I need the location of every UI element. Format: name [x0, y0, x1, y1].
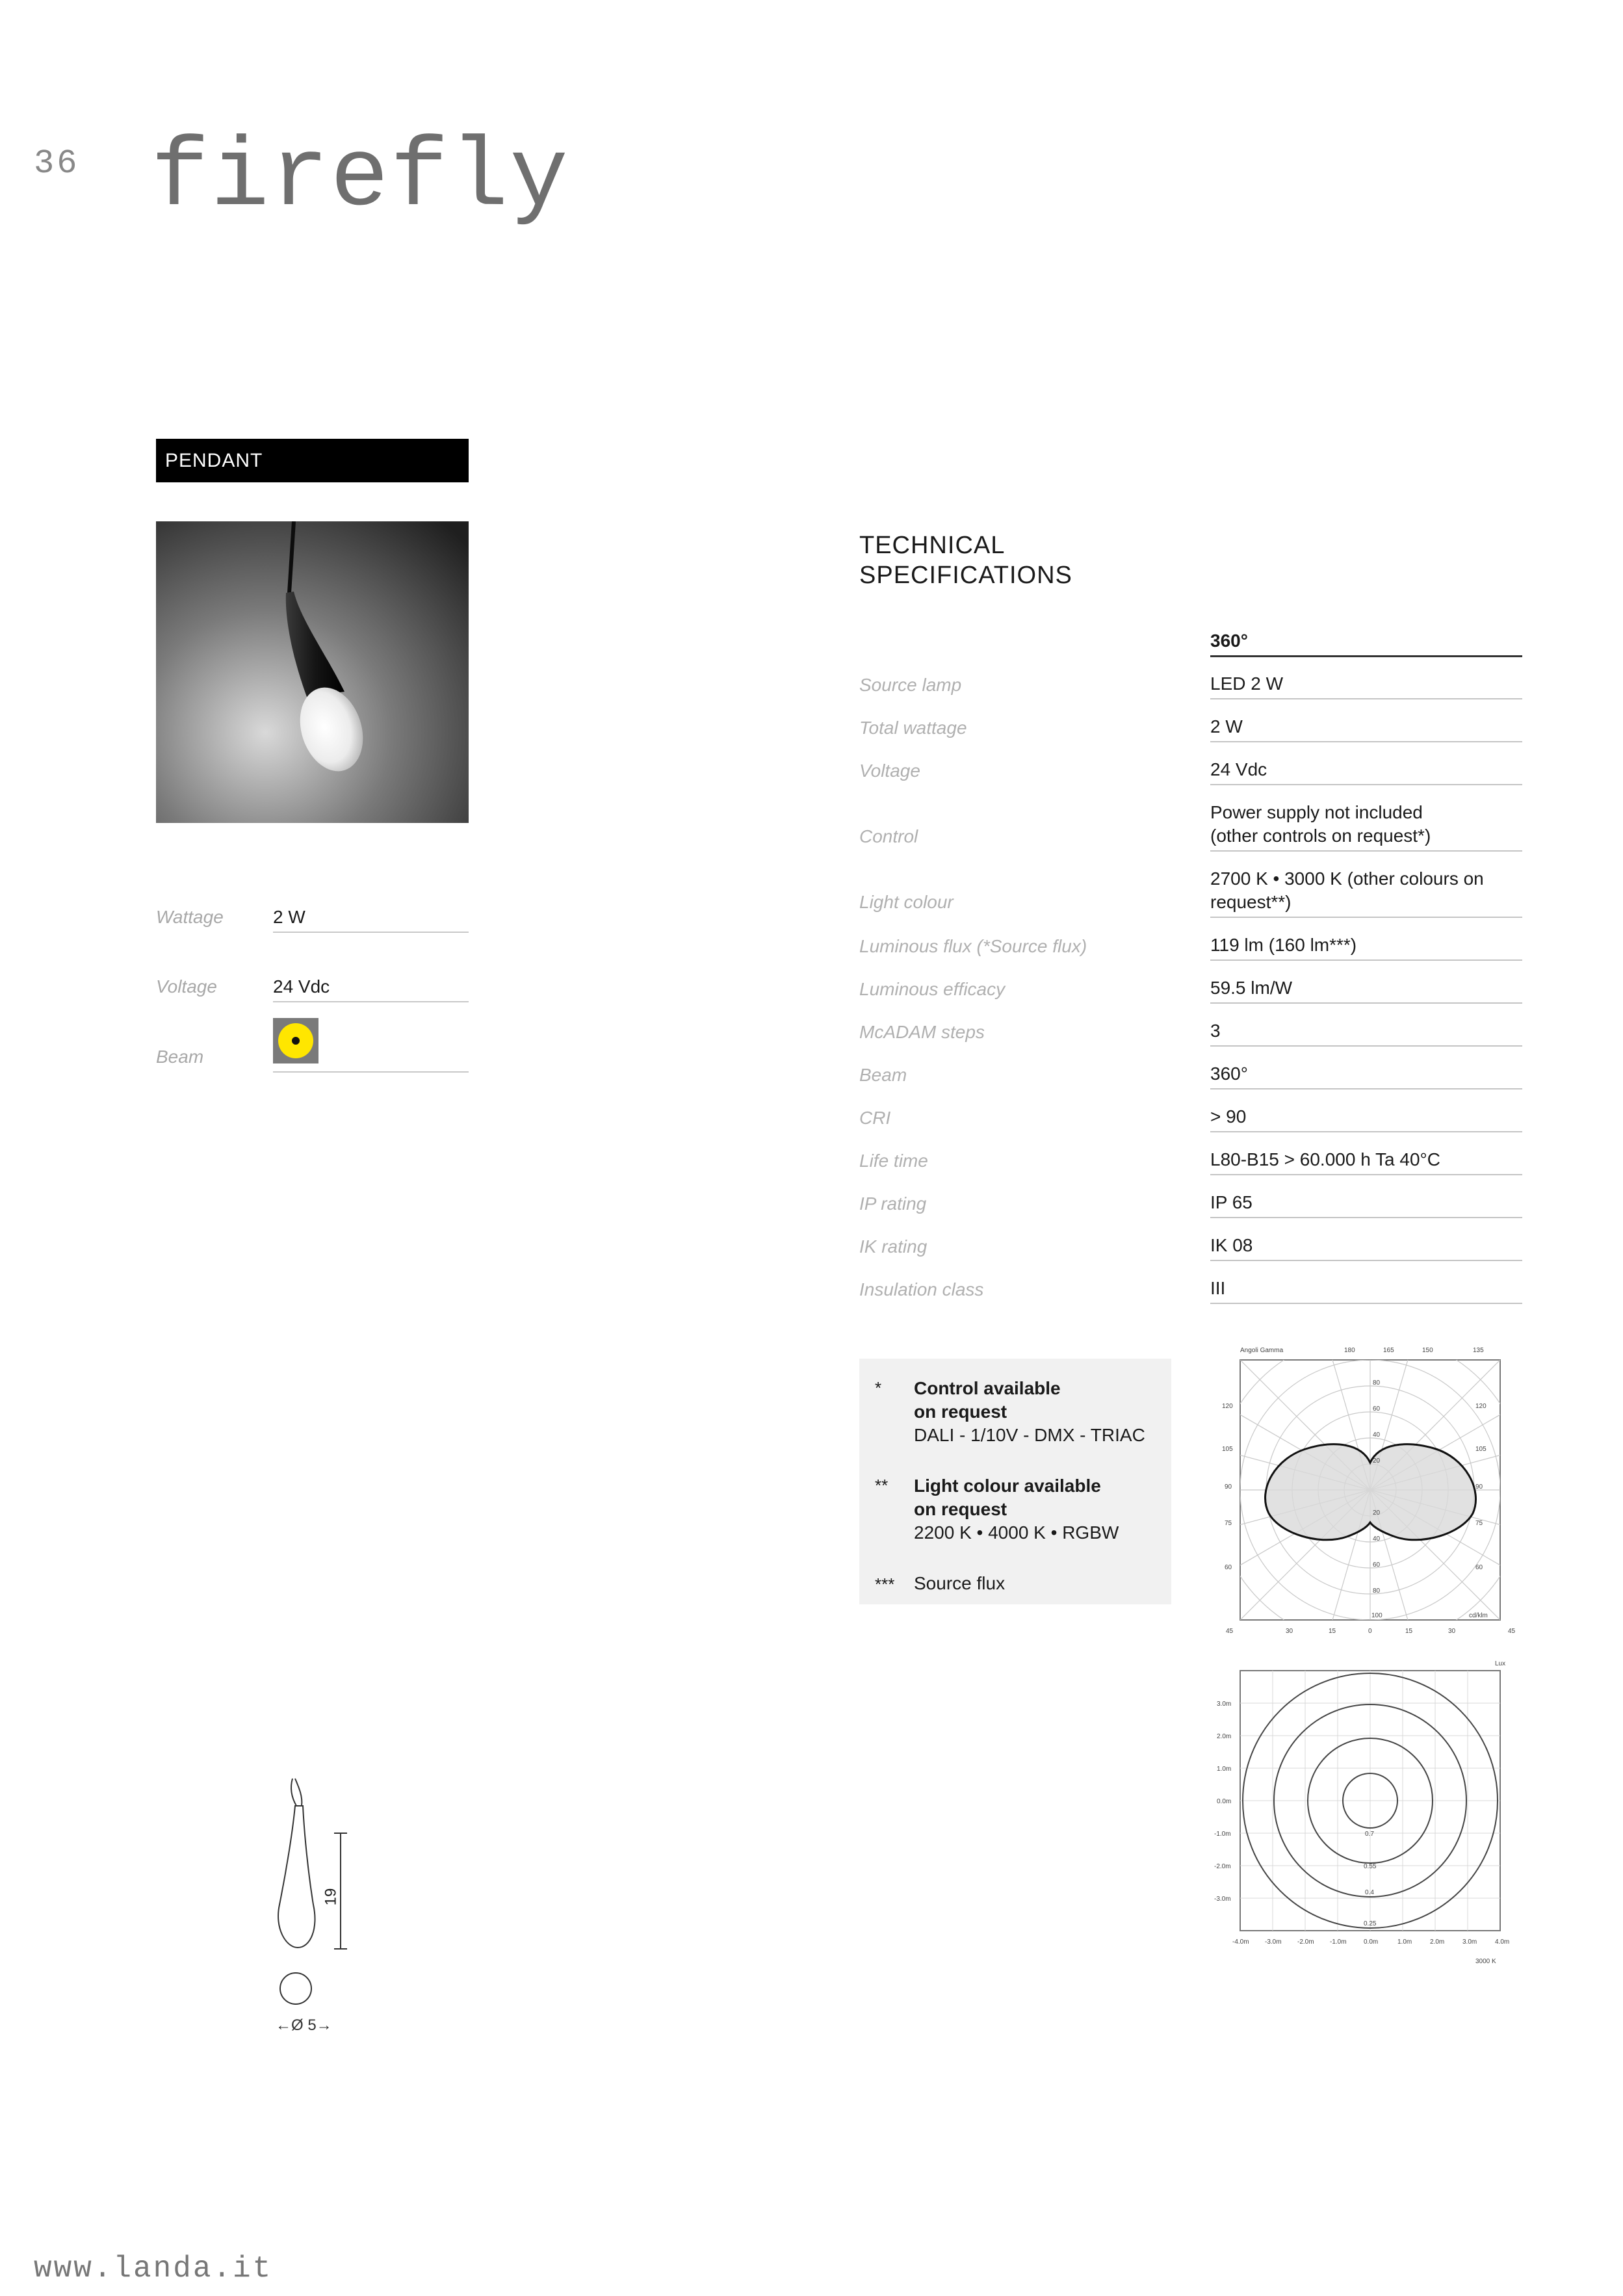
spec-value-insulation-class: III	[1210, 1278, 1226, 1298]
polar-bottom-label: 45	[1508, 1628, 1516, 1635]
note-mark: ***	[875, 1574, 895, 1594]
polar-radial-label: 20	[1373, 1457, 1381, 1465]
note-mark: *	[875, 1378, 882, 1398]
spec-label-total-wattage: Total wattage	[859, 718, 967, 738]
spec-header-rule	[1210, 655, 1522, 657]
divider	[1210, 1088, 1522, 1089]
spec-value-total-wattage: 2 W	[1210, 716, 1243, 737]
spec-label-mcadam-steps: McADAM steps	[859, 1022, 985, 1042]
note-text: 2200 K • 4000 K • RGBW	[914, 1522, 1119, 1543]
product-title: firefly	[151, 124, 570, 234]
divider	[1210, 1260, 1522, 1261]
top-view-circle	[279, 1972, 312, 2005]
polar-bottom-label: 30	[1286, 1628, 1293, 1635]
polar-radial-label: 20	[1373, 1509, 1381, 1517]
divider	[273, 1071, 469, 1073]
polar-top-label: 180	[1344, 1347, 1355, 1354]
note-title: Control available	[914, 1378, 1061, 1398]
spec-label-insulation-class: Insulation class	[859, 1279, 984, 1299]
spec-value-control-line2: (other controls on request*)	[1210, 826, 1431, 846]
spec-value-source-lamp: LED 2 W	[1210, 673, 1284, 694]
lux-x-label: 2.0m	[1430, 1938, 1445, 1946]
wattage-label: Wattage	[156, 907, 224, 927]
polar-top-label: 150	[1422, 1347, 1433, 1354]
note-title: on request	[914, 1499, 1007, 1519]
page-number: 36	[34, 144, 80, 183]
divider	[1210, 741, 1522, 742]
note-title: on request	[914, 1402, 1007, 1422]
spec-value-voltage: 24 Vdc	[1210, 759, 1267, 779]
spec-label-voltage: Voltage	[859, 761, 920, 781]
lux-ring-label: 0.55	[1364, 1863, 1377, 1870]
polar-left-label: 120	[1222, 1403, 1233, 1410]
polar-right-label: 90	[1475, 1483, 1483, 1491]
divider	[1210, 784, 1522, 785]
polar-left-label: 105	[1222, 1446, 1233, 1453]
height-dimension: 19	[322, 1888, 340, 1906]
spec-label-luminous-flux: Luminous flux (*Source flux)	[859, 936, 1087, 956]
lux-colour-temp-label: 3000 K	[1475, 1958, 1496, 1965]
spec-label-ip-rating: IP rating	[859, 1194, 927, 1214]
website-link[interactable]: www.landa.it	[34, 2252, 273, 2286]
lux-x-label: -1.0m	[1330, 1938, 1347, 1946]
lux-ring-label: 0.25	[1364, 1920, 1377, 1927]
polar-top-label: 165	[1383, 1347, 1394, 1354]
note-mark: **	[875, 1476, 889, 1495]
lux-ring-label: 0.7	[1365, 1831, 1374, 1838]
lux-y-label: 0.0m	[1217, 1798, 1232, 1805]
polar-bottom-label: 15	[1405, 1628, 1413, 1635]
spec-label-luminous-efficacy: Luminous efficacy	[859, 979, 1006, 999]
polar-radial-label: 80	[1373, 1379, 1381, 1387]
spec-value-luminous-flux: 119 lm (160 lm***)	[1210, 935, 1357, 955]
polar-radial-label: 40	[1373, 1431, 1381, 1439]
spec-label-ik-rating: IK rating	[859, 1236, 928, 1257]
spec-label-control: Control	[859, 826, 918, 846]
lux-x-label: 3.0m	[1462, 1938, 1477, 1946]
spec-value-light-colour-line2: request**)	[1210, 892, 1292, 912]
category-badge: PENDANT	[156, 439, 469, 482]
spec-value-beam: 360°	[1210, 1063, 1248, 1084]
spec-label-cri: CRI	[859, 1108, 891, 1128]
polar-left-label: 60	[1225, 1564, 1232, 1571]
polar-radial-label: 100	[1371, 1612, 1383, 1619]
divider	[273, 932, 469, 933]
spec-heading-line1: TECHNICAL	[859, 532, 1006, 559]
divider	[1210, 959, 1522, 961]
spec-value-ip-rating: IP 65	[1210, 1192, 1253, 1212]
divider	[273, 1001, 469, 1002]
lux-y-label: -3.0m	[1214, 1896, 1231, 1903]
divider	[1210, 1045, 1522, 1047]
spec-column-header: 360°	[1210, 631, 1248, 651]
polar-photometric-chart	[1210, 1339, 1522, 1643]
beam-label: Beam	[156, 1047, 204, 1067]
spec-value-ik-rating: IK 08	[1210, 1235, 1253, 1255]
divider	[1210, 1217, 1522, 1218]
polar-right-label: 105	[1475, 1446, 1487, 1453]
lux-y-label: -2.0m	[1214, 1863, 1231, 1870]
spec-label-source-lamp: Source lamp	[859, 675, 962, 695]
spec-value-light-colour-line1: 2700 K • 3000 K (other colours on	[1210, 868, 1484, 889]
beam-icon	[273, 1018, 318, 1063]
lux-y-label: 1.0m	[1217, 1766, 1232, 1773]
spec-value-life-time: L80-B15 > 60.000 h Ta 40°C	[1210, 1149, 1440, 1169]
polar-radial-label: 60	[1373, 1561, 1381, 1569]
polar-top-label: 135	[1473, 1347, 1484, 1354]
polar-chart-corner-label: Angoli Gamma	[1240, 1347, 1284, 1354]
divider	[1210, 1131, 1522, 1132]
polar-radial-label: 80	[1373, 1587, 1381, 1595]
lux-ring-label: 0.4	[1365, 1889, 1374, 1896]
illuminance-chart	[1209, 1652, 1525, 1976]
lux-unit-label: Lux	[1495, 1660, 1506, 1667]
divider	[1210, 1303, 1522, 1304]
note-text: Source flux	[914, 1573, 1006, 1593]
divider	[1210, 850, 1522, 852]
divider	[1210, 1002, 1522, 1004]
polar-radial-label: 60	[1373, 1405, 1381, 1413]
divider	[1210, 698, 1522, 699]
wattage-value: 2 W	[273, 907, 305, 927]
polar-unit-label: cd/klm	[1469, 1612, 1488, 1619]
polar-bottom-label: 15	[1329, 1628, 1336, 1635]
lux-x-label: 0.0m	[1364, 1938, 1379, 1946]
polar-bottom-label: 0	[1368, 1628, 1372, 1635]
lux-x-label: 4.0m	[1495, 1938, 1510, 1946]
voltage-label: Voltage	[156, 976, 217, 997]
spec-value-cri: > 90	[1210, 1106, 1247, 1127]
lux-x-label: -4.0m	[1232, 1938, 1249, 1946]
polar-radial-label: 40	[1373, 1535, 1381, 1543]
spec-value-control-line1: Power supply not included	[1210, 802, 1423, 822]
spec-label-beam: Beam	[859, 1065, 907, 1085]
note-title: Light colour available	[914, 1476, 1101, 1496]
polar-right-label: 75	[1475, 1520, 1483, 1527]
spec-heading	[859, 530, 1072, 590]
spec-label-light-colour: Light colour	[859, 892, 954, 912]
polar-bottom-label: 45	[1226, 1628, 1234, 1635]
lux-x-label: -2.0m	[1297, 1938, 1314, 1946]
lux-y-label: 2.0m	[1217, 1733, 1232, 1740]
lux-y-label: 3.0m	[1217, 1701, 1232, 1708]
lux-x-label: 1.0m	[1397, 1938, 1412, 1946]
polar-right-label: 120	[1475, 1403, 1487, 1410]
polar-left-label: 75	[1225, 1520, 1232, 1527]
divider	[1210, 917, 1522, 918]
divider	[1210, 1174, 1522, 1175]
note-text: DALI - 1/10V - DMX - TRIAC	[914, 1425, 1145, 1445]
lux-x-label: -3.0m	[1265, 1938, 1282, 1946]
technical-drawing	[260, 1775, 364, 1976]
product-photo	[156, 521, 469, 823]
spec-heading-line2: SPECIFICATIONS	[859, 562, 1072, 589]
polar-bottom-label: 30	[1448, 1628, 1456, 1635]
polar-right-label: 60	[1475, 1564, 1483, 1571]
spec-value-mcadam-steps: 3	[1210, 1021, 1221, 1041]
spec-value-luminous-efficacy: 59.5 lm/W	[1210, 978, 1293, 998]
diameter-dimension: ←Ø 5→	[276, 2016, 332, 2034]
polar-left-label: 90	[1225, 1483, 1232, 1491]
voltage-value: 24 Vdc	[273, 976, 330, 997]
spec-label-life-time: Life time	[859, 1151, 928, 1171]
lux-y-label: -1.0m	[1214, 1831, 1231, 1838]
